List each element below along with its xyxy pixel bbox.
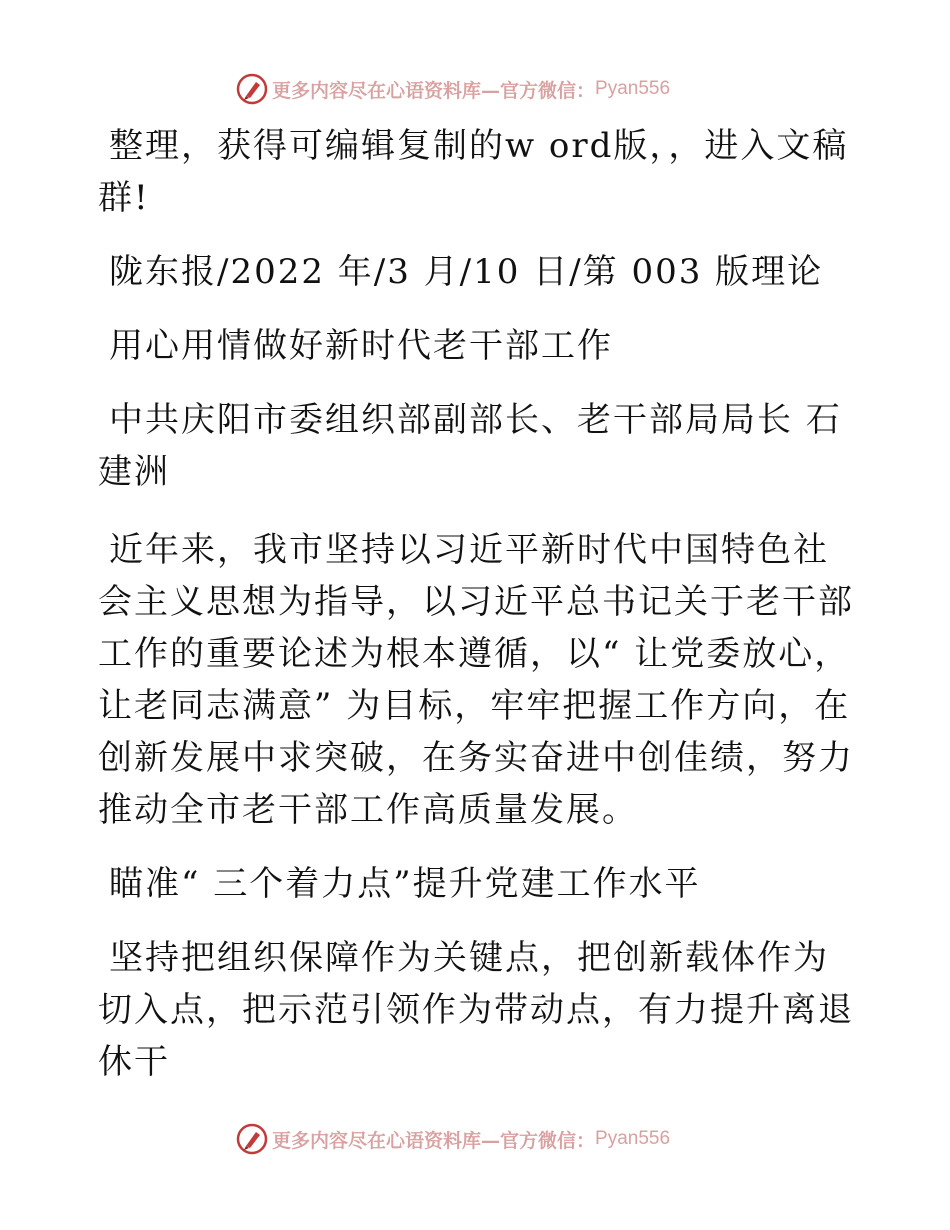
section-heading-1: 瞄准“ 三个着力点”提升党建工作水平 [109, 864, 701, 904]
watermark-wechat-id: Pyan556 [595, 78, 671, 99]
watermark-wechat-id: Pyan556 [595, 1128, 671, 1149]
document-body [98, 120, 858, 1088]
watermark-text: 更多内容尽在心语资料库—官方微信： [272, 1129, 596, 1152]
watermark-header [236, 72, 670, 106]
article-title: 用心用情做好新时代老干部工作 [109, 326, 613, 366]
paragraph-2: 坚持把组织保障作为关键点，把创新载体作为切入点，把示范引领作为带动点，有力提升离退休干 [98, 938, 854, 1082]
source-line: 陇东报/2022 年/3 月/10 日/第 003 版理论 [109, 252, 824, 292]
pen-nib-icon [236, 73, 268, 105]
watermark-text: 更多内容尽在心语资料库—官方微信： [272, 79, 596, 102]
intro-line: 整理，获得可编辑复制的w ord版，，进入文稿群! [98, 126, 849, 218]
pen-nib-icon [236, 1123, 268, 1155]
watermark-footer [236, 1122, 670, 1156]
author-line: 中共庆阳市委组织部副部长、老干部局局长 石建洲 [98, 400, 842, 492]
paragraph-1: 近年来，我市坚持以习近平新时代中国特色社会主义思想为指导，以习近平总书记关于老干部工作的重要论述为根本遵循，以“ 让党委放心，让老同志满意” 为目标，牢牢把握工作方向，在创新发展中求突破，在务实奋进中创佳绩，努力推动全市老干部工作高质量发展。 [98, 530, 854, 830]
